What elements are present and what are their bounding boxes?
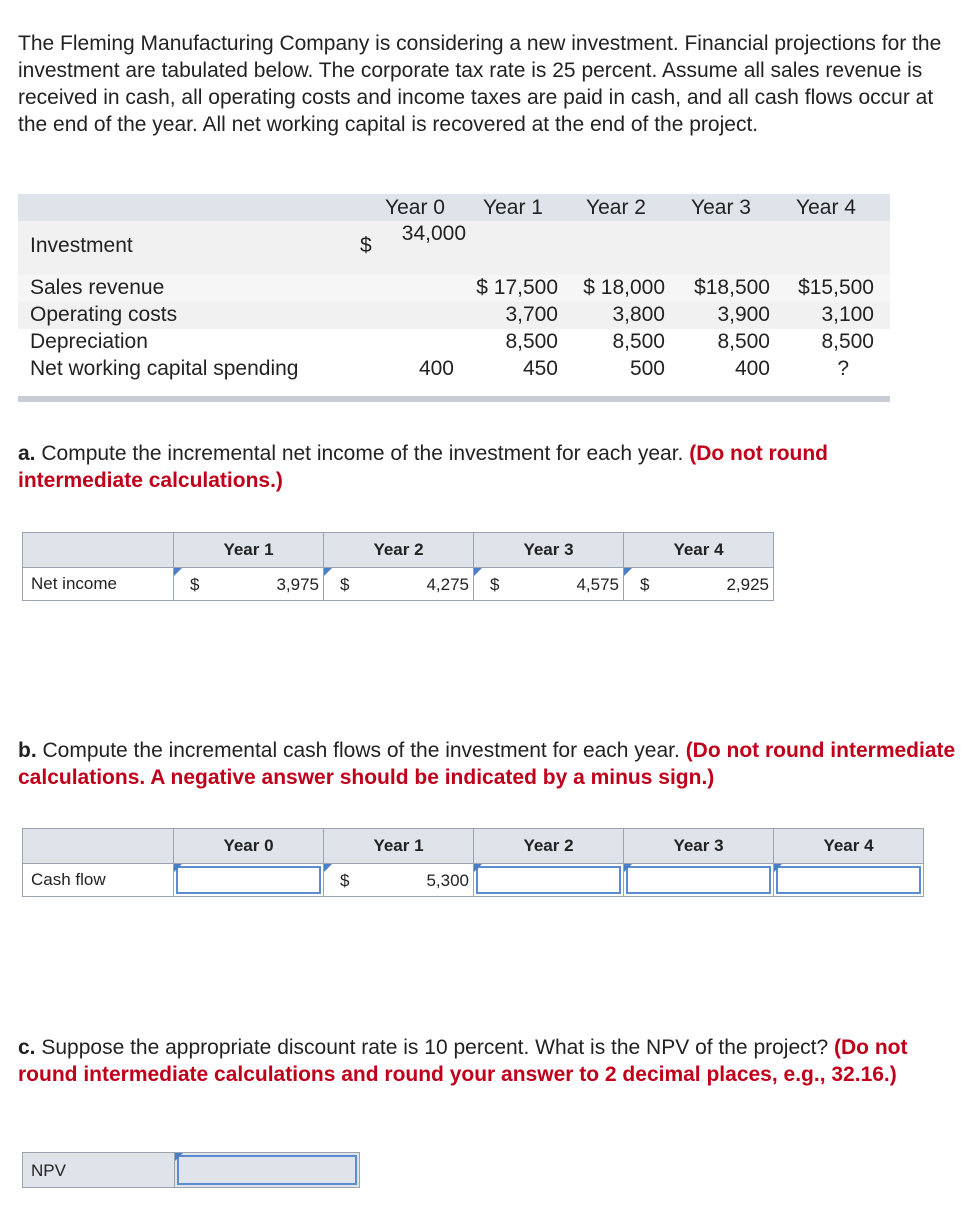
question-b <box>18 737 958 791</box>
net-income-label: Net income <box>23 568 174 601</box>
cf-header-year2: Year 2 <box>474 829 624 864</box>
cf-header-year1: Year 1 <box>324 829 474 864</box>
projections-table <box>18 194 890 402</box>
npv-label: NPV <box>31 1161 66 1180</box>
nwc-y1: 450 <box>522 357 558 380</box>
nwc-y4: ? <box>837 357 849 380</box>
question-a-note: (Do not round intermediate calculations.) <box>18 442 829 492</box>
opcost-y2: 3,800 <box>612 303 665 326</box>
problem-intro: The Fleming Manufacturing Company is considering a new investment. Financial projections for the investment are tabulated below. The corporate tax rate is 25 percent. Assume all sales revenue is received in cash, all operating costs and income taxes are paid in cash, and all cash flows occur at the end of the year. All net working capital is recovered at the end of the project. <box>18 32 942 136</box>
net-income-year4-input[interactable]: $ 2,925 <box>624 568 774 601</box>
opcost-y4: 3,100 <box>821 303 874 326</box>
cash-flow-table <box>22 828 924 897</box>
question-a <box>18 440 958 494</box>
cf-header-year4: Year 4 <box>774 829 924 864</box>
question-c-text: Suppose the appropriate discount rate is 10 percent. What is the NPV of the project? <box>41 1036 829 1059</box>
header-year1: Year 1 <box>483 196 543 219</box>
header-year2: Year 2 <box>586 196 646 219</box>
question-c <box>18 1034 958 1088</box>
ni-header-year2: Year 2 <box>324 533 474 568</box>
sales-y1: $ 17,500 <box>476 276 558 299</box>
cash-flow-year1-input[interactable]: $ 5,300 <box>324 864 474 897</box>
question-c-note: (Do not round intermediate calculations and round your answer to 2 decimal places, e.g., 32.16.) <box>18 1036 908 1086</box>
header-year4: Year 4 <box>796 196 856 219</box>
sales-label: Sales revenue <box>30 276 165 299</box>
npv-label-cell <box>22 1152 175 1188</box>
cash-flow-label: Cash flow <box>23 864 174 897</box>
investment-label: Investment <box>30 234 133 257</box>
nwc-label: Net working capital spending <box>30 357 299 380</box>
investment-year0: 34,000 <box>401 222 466 245</box>
question-c-letter: c. <box>18 1036 36 1059</box>
cash-flow-year3-input[interactable] <box>624 864 774 897</box>
cash-flow-year4-input[interactable] <box>774 864 924 897</box>
question-b-note: (Do not round intermediate calculations. A negative answer should be indicated by a minus sign.) <box>18 739 956 789</box>
nwc-y0: 400 <box>418 357 454 380</box>
question-a-text: Compute the incremental net income of the investment for each year. <box>41 442 684 465</box>
net-income-year1-input[interactable]: $ 3,975 <box>174 568 324 601</box>
projections-header-bar <box>18 194 890 221</box>
investment-dollar: $ <box>360 234 372 257</box>
ni-header-year3: Year 3 <box>474 533 624 568</box>
nwc-y2: 500 <box>629 357 665 380</box>
cash-flow-year2-input[interactable] <box>474 864 624 897</box>
question-a-letter: a. <box>18 442 36 465</box>
opcost-y1: 3,700 <box>505 303 558 326</box>
sales-y3: $18,500 <box>694 276 770 299</box>
nwc-y3: 400 <box>734 357 770 380</box>
npv-input[interactable] <box>174 1152 360 1188</box>
question-b-letter: b. <box>18 739 37 762</box>
dep-label: Depreciation <box>30 330 148 353</box>
net-income-year2-input[interactable]: $ 4,275 <box>324 568 474 601</box>
dep-y2: 8,500 <box>612 330 665 353</box>
sales-y4: $15,500 <box>798 276 874 299</box>
dep-y4: 8,500 <box>821 330 874 353</box>
cash-flow-year0-input[interactable] <box>174 864 324 897</box>
opcost-y3: 3,900 <box>717 303 770 326</box>
dep-y1: 8,500 <box>505 330 558 353</box>
cf-header-year3: Year 3 <box>624 829 774 864</box>
header-year3: Year 3 <box>691 196 751 219</box>
dep-y3: 8,500 <box>717 330 770 353</box>
net-income-table <box>22 532 774 601</box>
question-b-text: Compute the incremental cash flows of the investment for each year. <box>42 739 680 762</box>
header-year0: Year 0 <box>385 196 445 219</box>
ni-header-year1: Year 1 <box>174 533 324 568</box>
ni-header-year4: Year 4 <box>624 533 774 568</box>
sales-y2: $ 18,000 <box>583 276 665 299</box>
net-income-year3-input[interactable]: $ 4,575 <box>474 568 624 601</box>
cf-header-year0: Year 0 <box>174 829 324 864</box>
opcost-label: Operating costs <box>30 303 178 326</box>
